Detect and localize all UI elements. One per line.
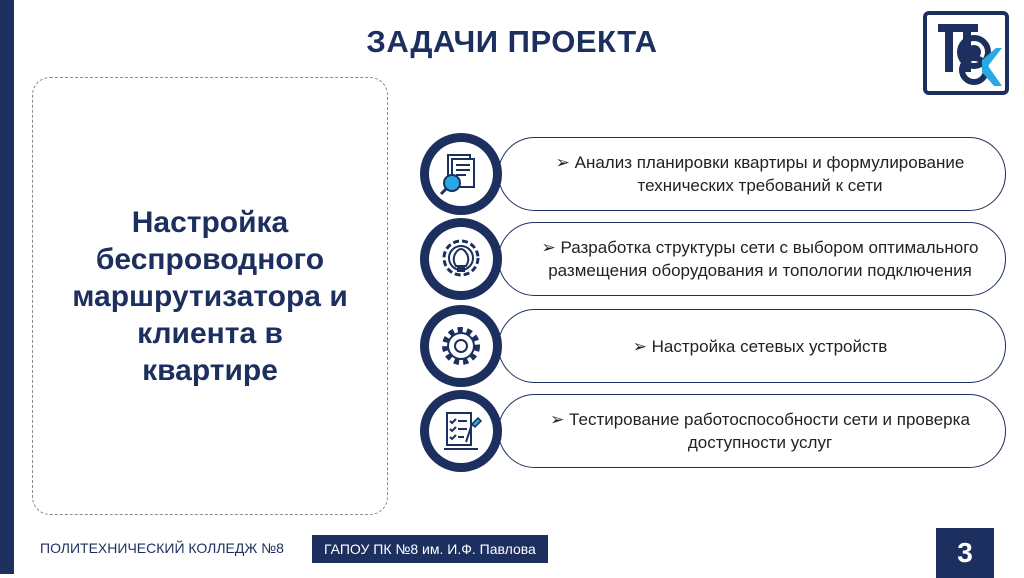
task-item <box>420 218 1010 300</box>
project-topic-panel <box>32 77 388 515</box>
footer-college-name: ПОЛИТЕХНИЧЕСКИЙ КОЛЛЕДЖ №8 <box>40 540 284 556</box>
checklist-icon <box>438 408 484 454</box>
documents-search-icon <box>438 151 484 197</box>
slide-title: ЗАДАЧИ ПРОЕКТА <box>366 24 658 59</box>
task-text-box: ➢ Настройка сетевых устройств <box>498 309 1006 383</box>
project-topic-text: Настройка беспроводного маршрутизатора и клиента в квартире <box>72 205 348 387</box>
task-icon-badge <box>420 305 502 387</box>
side-accent-bar <box>0 0 14 574</box>
task-item <box>420 390 1010 472</box>
task-icon-badge <box>420 218 502 300</box>
college-logo-icon <box>922 10 1010 96</box>
task-icon-badge <box>420 133 502 215</box>
task-text-box: ➢ Разработка структуры сети с выбором оптимального размещения оборудования и топологии подключения <box>498 222 1006 296</box>
task-item <box>420 305 1010 387</box>
task-text-box: ➢ Тестирование работоспособности сети и проверка доступности услуг <box>498 394 1006 468</box>
gear-lightbulb-icon <box>438 236 484 282</box>
footer-institution-badge: ГАПОУ ПК №8 им. И.Ф. Павлова <box>312 535 548 563</box>
task-icon-badge <box>420 390 502 472</box>
gear-icon <box>438 323 484 369</box>
task-item <box>420 133 1010 215</box>
task-text-box: ➢ Анализ планировки квартиры и формулирование технических требований к сети <box>498 137 1006 211</box>
page-number: 3 <box>936 528 994 578</box>
